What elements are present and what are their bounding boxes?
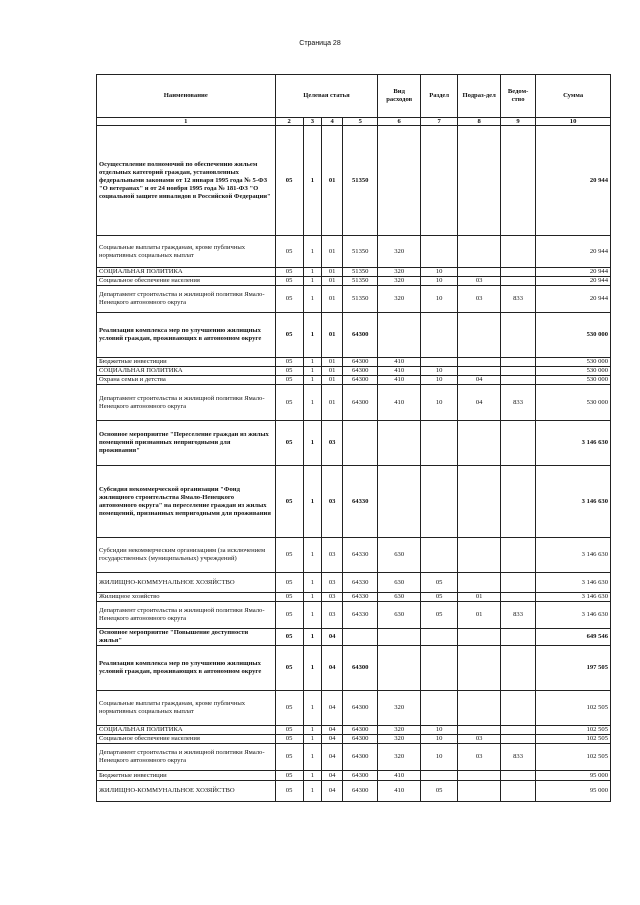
code-subprogram: 1 [303, 277, 322, 286]
row-name: Социальное обеспечение населения [97, 277, 276, 286]
row-name: Бюджетные инвестиции [97, 358, 276, 367]
amount: 20 944 [536, 268, 611, 277]
column-number: 9 [500, 118, 535, 126]
code-subprogram: 1 [303, 691, 322, 726]
subsection-code [458, 646, 501, 691]
row-name: Осуществление полномочий по обеспечению жильем отдельных категорий граждан, установленных федеральными законами от 12 января 1995 года № 5-ФЗ "О ветеранах" и от 24 ноября 1995 года № 181-ФЗ "О социальной защите инвалидов в Российской Федерации" [97, 126, 276, 236]
section-code [420, 646, 457, 691]
table-row [97, 629, 611, 646]
amount: 649 546 [536, 629, 611, 646]
code-direction [343, 421, 378, 466]
column-number: 8 [458, 118, 501, 126]
department-code [500, 367, 535, 376]
code-event: 01 [322, 236, 343, 268]
expense-type: 630 [378, 602, 421, 629]
department-code [500, 421, 535, 466]
code-subprogram: 1 [303, 629, 322, 646]
column-number-row [97, 118, 611, 126]
row-name: Жилищное хозяйство [97, 593, 276, 602]
code-subprogram: 1 [303, 376, 322, 385]
department-code [500, 646, 535, 691]
amount: 102 505 [536, 726, 611, 735]
header-target: Целевая статья [275, 75, 378, 118]
expense-type: 410 [378, 376, 421, 385]
row-name: Охрана семьи и детства [97, 376, 276, 385]
table-row [97, 691, 611, 726]
subsection-code [458, 466, 501, 538]
expense-type: 410 [378, 358, 421, 367]
row-name: Основное мероприятие "Повышение доступности жилья" [97, 629, 276, 646]
section-code [420, 691, 457, 726]
amount: 530 000 [536, 313, 611, 358]
header-podrazdel: Подраз-дел [458, 75, 501, 118]
code-event: 03 [322, 421, 343, 466]
table-row [97, 538, 611, 573]
subsection-code: 03 [458, 286, 501, 313]
subsection-code [458, 771, 501, 781]
section-code: 10 [420, 286, 457, 313]
expense-type: 410 [378, 367, 421, 376]
table-row [97, 602, 611, 629]
expense-type: 410 [378, 771, 421, 781]
code-program: 05 [275, 781, 303, 802]
section-code: 10 [420, 268, 457, 277]
table-row [97, 593, 611, 602]
section-code: 05 [420, 593, 457, 602]
code-subprogram: 1 [303, 358, 322, 367]
code-direction: 64330 [343, 602, 378, 629]
column-number: 2 [275, 118, 303, 126]
amount: 20 944 [536, 126, 611, 236]
code-subprogram: 1 [303, 735, 322, 744]
code-subprogram: 1 [303, 593, 322, 602]
expense-type: 320 [378, 726, 421, 735]
section-code [420, 421, 457, 466]
amount: 3 146 630 [536, 421, 611, 466]
subsection-code [458, 726, 501, 735]
amount: 3 146 630 [536, 573, 611, 593]
code-subprogram: 1 [303, 126, 322, 236]
page-title: Страница 28 [299, 40, 341, 47]
code-direction: 64330 [343, 466, 378, 538]
expense-type: 320 [378, 735, 421, 744]
department-code [500, 781, 535, 802]
subsection-code [458, 421, 501, 466]
expense-type: 320 [378, 268, 421, 277]
table-row [97, 781, 611, 802]
subsection-code [458, 126, 501, 236]
code-subprogram: 1 [303, 602, 322, 629]
department-code [500, 573, 535, 593]
subsection-code [458, 538, 501, 573]
section-code: 10 [420, 744, 457, 771]
table-row [97, 421, 611, 466]
table-row [97, 726, 611, 735]
code-program: 05 [275, 385, 303, 421]
department-code [500, 466, 535, 538]
header-vedomstvo: Ведом-ство [500, 75, 535, 118]
table-row [97, 358, 611, 367]
section-code: 05 [420, 602, 457, 629]
expense-type [378, 126, 421, 236]
expense-type: 320 [378, 691, 421, 726]
expense-type [378, 466, 421, 538]
code-subprogram: 1 [303, 268, 322, 277]
column-number: 7 [420, 118, 457, 126]
code-subprogram: 1 [303, 781, 322, 802]
table-row [97, 385, 611, 421]
table-row [97, 286, 611, 313]
column-number: 4 [322, 118, 343, 126]
code-direction: 51350 [343, 236, 378, 268]
code-event: 04 [322, 744, 343, 771]
table-row [97, 236, 611, 268]
department-code [500, 126, 535, 236]
section-code: 10 [420, 367, 457, 376]
department-code [500, 358, 535, 367]
department-code: 833 [500, 286, 535, 313]
code-program: 05 [275, 277, 303, 286]
row-name: Департамент строительства и жилищной политики Ямало-Ненецкого автономного округа [97, 602, 276, 629]
code-program: 05 [275, 367, 303, 376]
department-code: 833 [500, 385, 535, 421]
department-code [500, 277, 535, 286]
code-direction: 51350 [343, 286, 378, 313]
section-code: 10 [420, 735, 457, 744]
row-name: Реализация комплекса мер по улучшению жилищных условий граждан, проживающих в автономном округе [97, 313, 276, 358]
department-code [500, 313, 535, 358]
table-row [97, 573, 611, 593]
code-subprogram: 1 [303, 385, 322, 421]
expense-type: 320 [378, 286, 421, 313]
section-code: 10 [420, 385, 457, 421]
code-program: 05 [275, 735, 303, 744]
amount: 20 944 [536, 277, 611, 286]
section-code: 10 [420, 726, 457, 735]
code-direction: 64300 [343, 646, 378, 691]
code-program: 05 [275, 691, 303, 726]
subsection-code [458, 573, 501, 593]
code-program: 05 [275, 313, 303, 358]
subsection-code [458, 781, 501, 802]
subsection-code: 01 [458, 602, 501, 629]
row-name: Департамент строительства и жилищной политики Ямало-Ненецкого автономного округа [97, 286, 276, 313]
code-direction: 64330 [343, 538, 378, 573]
department-code [500, 593, 535, 602]
code-event: 01 [322, 126, 343, 236]
expense-type: 410 [378, 781, 421, 802]
table-row [97, 646, 611, 691]
code-direction: 64330 [343, 573, 378, 593]
department-code [500, 771, 535, 781]
code-subprogram: 1 [303, 646, 322, 691]
code-program: 05 [275, 268, 303, 277]
amount: 530 000 [536, 385, 611, 421]
expense-type: 320 [378, 277, 421, 286]
code-event: 03 [322, 538, 343, 573]
code-event: 01 [322, 367, 343, 376]
subsection-code: 04 [458, 376, 501, 385]
expense-type: 630 [378, 573, 421, 593]
code-program: 05 [275, 646, 303, 691]
code-program: 05 [275, 126, 303, 236]
code-program: 05 [275, 744, 303, 771]
department-code [500, 735, 535, 744]
header-row [97, 75, 611, 118]
column-number: 3 [303, 118, 322, 126]
code-subprogram: 1 [303, 538, 322, 573]
section-code: 05 [420, 573, 457, 593]
table-row [97, 268, 611, 277]
expense-type [378, 421, 421, 466]
amount: 102 505 [536, 744, 611, 771]
budget-table [96, 74, 611, 802]
subsection-code: 04 [458, 385, 501, 421]
code-program: 05 [275, 593, 303, 602]
code-direction: 51350 [343, 268, 378, 277]
section-code: 10 [420, 376, 457, 385]
department-code: 833 [500, 744, 535, 771]
code-program: 05 [275, 629, 303, 646]
code-direction: 64330 [343, 593, 378, 602]
code-program: 05 [275, 726, 303, 735]
code-event: 04 [322, 726, 343, 735]
department-code [500, 236, 535, 268]
amount: 20 944 [536, 286, 611, 313]
code-subprogram: 1 [303, 466, 322, 538]
subsection-code: 03 [458, 735, 501, 744]
code-subprogram: 1 [303, 771, 322, 781]
department-code [500, 538, 535, 573]
amount: 20 944 [536, 236, 611, 268]
code-program: 05 [275, 358, 303, 367]
amount: 95 000 [536, 781, 611, 802]
subsection-code [458, 358, 501, 367]
section-code: 05 [420, 781, 457, 802]
section-code: 10 [420, 277, 457, 286]
row-name: Бюджетные инвестиции [97, 771, 276, 781]
expense-type: 630 [378, 593, 421, 602]
code-direction: 64300 [343, 376, 378, 385]
section-code [420, 358, 457, 367]
department-code [500, 268, 535, 277]
code-direction: 64300 [343, 744, 378, 771]
column-number: 10 [536, 118, 611, 126]
row-name: ЖИЛИЩНО-КОММУНАЛЬНОЕ ХОЗЯЙСТВО [97, 781, 276, 802]
row-name: Реализация комплекса мер по улучшению жилищных условий граждан, проживающих в автономном округе [97, 646, 276, 691]
code-program: 05 [275, 771, 303, 781]
section-code [420, 126, 457, 236]
code-event: 03 [322, 573, 343, 593]
header-name: Наименование [97, 75, 276, 118]
code-direction: 64300 [343, 771, 378, 781]
table-row [97, 771, 611, 781]
amount: 3 146 630 [536, 602, 611, 629]
row-name: Социальные выплаты гражданам, кроме публичных нормативных социальных выплат [97, 691, 276, 726]
amount: 197 505 [536, 646, 611, 691]
code-subprogram: 1 [303, 744, 322, 771]
code-program: 05 [275, 602, 303, 629]
table-row [97, 277, 611, 286]
section-code [420, 466, 457, 538]
amount: 102 505 [536, 691, 611, 726]
section-code [420, 538, 457, 573]
code-subprogram: 1 [303, 367, 322, 376]
code-program: 05 [275, 421, 303, 466]
code-program: 05 [275, 573, 303, 593]
code-event: 04 [322, 646, 343, 691]
amount: 530 000 [536, 367, 611, 376]
code-subprogram: 1 [303, 726, 322, 735]
code-event: 03 [322, 602, 343, 629]
row-name: Субсидии некоммерческим организациям (за исключением государственных (муниципальных) учреждений) [97, 538, 276, 573]
column-number: 6 [378, 118, 421, 126]
table-row [97, 126, 611, 236]
code-program: 05 [275, 538, 303, 573]
subsection-code [458, 268, 501, 277]
amount: 530 000 [536, 358, 611, 367]
subsection-code [458, 313, 501, 358]
code-subprogram: 1 [303, 286, 322, 313]
expense-type: 320 [378, 744, 421, 771]
code-event: 04 [322, 771, 343, 781]
department-code [500, 691, 535, 726]
row-name: Субсидия некоммерческой организации "Фонд жилищного строительства Ямало-Ненецкого автономного округа" на переселение граждан из жилых помещений, признанных непригодными для проживания [97, 466, 276, 538]
table-row [97, 735, 611, 744]
code-subprogram: 1 [303, 236, 322, 268]
code-program: 05 [275, 466, 303, 538]
code-event: 01 [322, 268, 343, 277]
code-subprogram: 1 [303, 421, 322, 466]
code-direction: 64300 [343, 385, 378, 421]
section-code [420, 629, 457, 646]
subsection-code: 03 [458, 277, 501, 286]
code-event: 04 [322, 735, 343, 744]
amount: 102 505 [536, 735, 611, 744]
code-event: 04 [322, 781, 343, 802]
subsection-code [458, 367, 501, 376]
amount: 3 146 630 [536, 593, 611, 602]
table-row [97, 376, 611, 385]
table-row [97, 466, 611, 538]
code-program: 05 [275, 376, 303, 385]
department-code [500, 726, 535, 735]
code-event: 01 [322, 358, 343, 367]
row-name: Основное мероприятие "Переселение граждан из жилых помещений признанных непригодными для проживания" [97, 421, 276, 466]
row-name: Социальные выплаты гражданам, кроме публичных нормативных социальных выплат [97, 236, 276, 268]
row-name: СОЦИАЛЬНАЯ ПОЛИТИКА [97, 367, 276, 376]
code-event: 01 [322, 376, 343, 385]
code-direction: 64300 [343, 367, 378, 376]
header-razdel: Раздел [420, 75, 457, 118]
section-code [420, 771, 457, 781]
code-event: 03 [322, 466, 343, 538]
row-name: СОЦИАЛЬНАЯ ПОЛИТИКА [97, 268, 276, 277]
code-direction: 64300 [343, 358, 378, 367]
subsection-code: 03 [458, 744, 501, 771]
amount: 3 146 630 [536, 466, 611, 538]
code-direction: 51350 [343, 277, 378, 286]
code-event: 04 [322, 629, 343, 646]
header-summa: Сумма [536, 75, 611, 118]
expense-type: 320 [378, 236, 421, 268]
header-vid: Вид расходов [378, 75, 421, 118]
department-code: 833 [500, 602, 535, 629]
section-code [420, 236, 457, 268]
code-direction: 64300 [343, 781, 378, 802]
row-name: Социальное обеспечение населения [97, 735, 276, 744]
code-event: 01 [322, 277, 343, 286]
amount: 95 000 [536, 771, 611, 781]
table-row [97, 313, 611, 358]
code-event: 03 [322, 593, 343, 602]
code-event: 04 [322, 691, 343, 726]
code-direction: 51350 [343, 126, 378, 236]
row-name: Департамент строительства и жилищной политики Ямало-Ненецкого автономного округа [97, 744, 276, 771]
expense-type: 410 [378, 385, 421, 421]
row-name: ЖИЛИЩНО-КОММУНАЛЬНОЕ ХОЗЯЙСТВО [97, 573, 276, 593]
section-code [420, 313, 457, 358]
subsection-code [458, 629, 501, 646]
department-code [500, 376, 535, 385]
expense-type: 630 [378, 538, 421, 573]
amount: 530 000 [536, 376, 611, 385]
column-number: 5 [343, 118, 378, 126]
expense-type [378, 646, 421, 691]
row-name: СОЦИАЛЬНАЯ ПОЛИТИКА [97, 726, 276, 735]
code-program: 05 [275, 236, 303, 268]
subsection-code [458, 236, 501, 268]
code-direction: 64300 [343, 691, 378, 726]
code-event: 01 [322, 313, 343, 358]
code-subprogram: 1 [303, 313, 322, 358]
row-name: Департамент строительства и жилищной политики Ямало-Ненецкого автономного округа [97, 385, 276, 421]
subsection-code [458, 691, 501, 726]
code-direction: 64300 [343, 735, 378, 744]
department-code [500, 629, 535, 646]
expense-type [378, 629, 421, 646]
code-event: 01 [322, 385, 343, 421]
amount: 3 146 630 [536, 538, 611, 573]
code-event: 01 [322, 286, 343, 313]
code-direction: 64300 [343, 726, 378, 735]
expense-type [378, 313, 421, 358]
code-program: 05 [275, 286, 303, 313]
code-direction [343, 629, 378, 646]
code-subprogram: 1 [303, 573, 322, 593]
table-row [97, 367, 611, 376]
table-row [97, 744, 611, 771]
subsection-code: 01 [458, 593, 501, 602]
code-direction: 64300 [343, 313, 378, 358]
column-number: 1 [97, 118, 276, 126]
